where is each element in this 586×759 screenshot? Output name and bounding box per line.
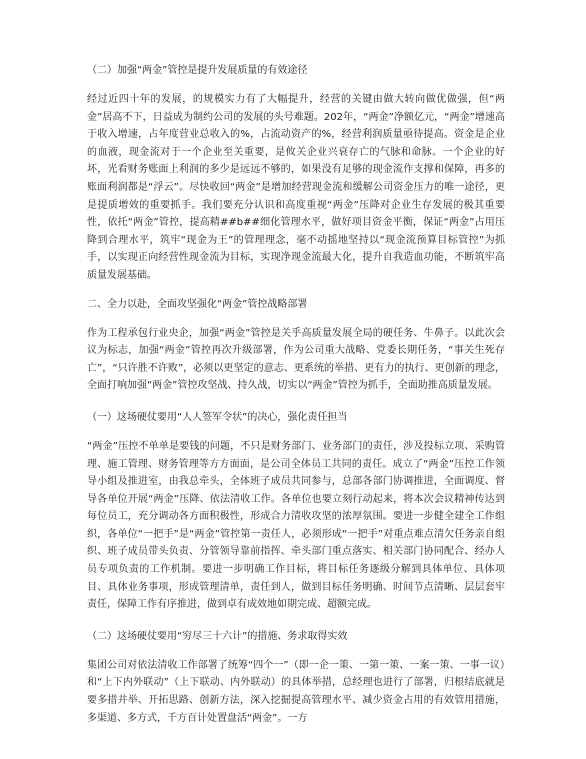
- paragraph-4: 集团公司对依法清收工作部署了统筹“四个一”（即一企一策、一第一策、一案一策、一事一议）和“上下内外联动”（上下联动、内外联动）的具体举措，总经理也进行了部署，归根结底就是要多措并举、开拓思路、创新方法，深入挖掘提高管理水平、减少资金占用的有效管用措施，多渠道、多方式，千方百计处置盘活“两金”。一方: [87, 659, 505, 724]
- paragraph-1: 经过近四十年的发展，的规模实力有了大幅提升，经营的关键由做大转向做优做强，但“两金”居高不下，日益成为制约公司的发展的头号难题。202年，“两金”净额亿元，“两金”增速高于收入增速，占年度营业总收入的%，占流动资产的%，经营利润质量亟待提高。资金是企业的血液，现金流对于一个企业至关重要，是攸关企业兴衰存亡的气脉和命脉。一个企业的好坏，光看财务账面上利润的多少是远远不够的，如果没有足够的现金流作支撑和保障，再多的账面利润都是“浮云”。尽快收回“两金”是增加经营现金流和缓解公司资金压力的唯一途径，更是提质增效的重要抓手。我们要充分认识和高度重视“两金”压降对企业生存发展的极其重要性，依托“两金”管控，提高精##b##细化管理水平，做好项目资金平衡，保证“两金”占用压降到合理水平，筑牢“现金为王”的管理理念，毫不动摇地坚持以“现金流预算目标管控”为抓手，以实现正向经营性现金流为目标，实现净现金流最大化，提升自我造血功能，不断筑牢高质量发展基础。: [87, 94, 505, 281]
- paragraph-3: “两金”压控不单单是要钱的问题，不只是财务部门、业务部门的责任，涉及投标立项、采购管理、施工管理、财务管理等方方面面，是公司全体员工共同的责任。成立了“两金”压控工作领导小组及推进室，由我总牵头，全体班子成员共同参与，总部各部门协调推进，全面调度、督导各单位开展“两金”压降、依法清收工作。各单位也要立刻行动起来，将本次会议精神传达到每位员工，充分调动各方面积极性，形成合力清收攻坚的浓厚氛围。要进一步健全建全工作组织，各单位“一把手”是“两金”管控第一责任人，必须形成“一把手”对重点难点清欠任务亲自组织、班子成员带头负责、分管领导靠前指挥、牵头部门重点落实、相关部门协同配合、经办人员专项负责的工作机制。要进一步明确工作目标，将目标任务逐级分解到具体单位、具体项目、具体业务事项，形成管理清单，责任到人，做到目标任务明确、时间节点清晰、层层套牢责任，保障工作有序推进，做到卓有成效地如期完成、超额完成。: [87, 440, 505, 611]
- section-heading-2-1: （二）加强“两金”管控是提升发展质量的有效途径: [87, 65, 308, 76]
- paragraph-2: 作为工程承包行业央企，加强“两金”管控是关乎高质量发展全局的硬任务、牛鼻子。以此次会议为标志，加强“两金”管控再次升级部署，作为公司重大战略、党委长期任务，“事关生死存亡”，“只许胜不许败”，必须以更坚定的意志、更系统的举措、更有力的执行、更创新的理念，全面打响加强“两金”管控攻坚战、持久战，切实以“两金”管控为抓手，全面助推高质量发展。: [87, 327, 505, 392]
- document-body: [87, 62, 505, 727]
- section-heading-2-2: （二）这场硬仗要用“穷尽三十六计”的措施、务求取得实效: [87, 630, 348, 642]
- section-heading-1: （一）这场硬仗要用“人人签军令状”的决心，强化责任担当: [87, 411, 348, 423]
- chapter-heading-2: 二、全力以赴，全面攻坚强化“两金”管控战略部署: [87, 298, 308, 310]
